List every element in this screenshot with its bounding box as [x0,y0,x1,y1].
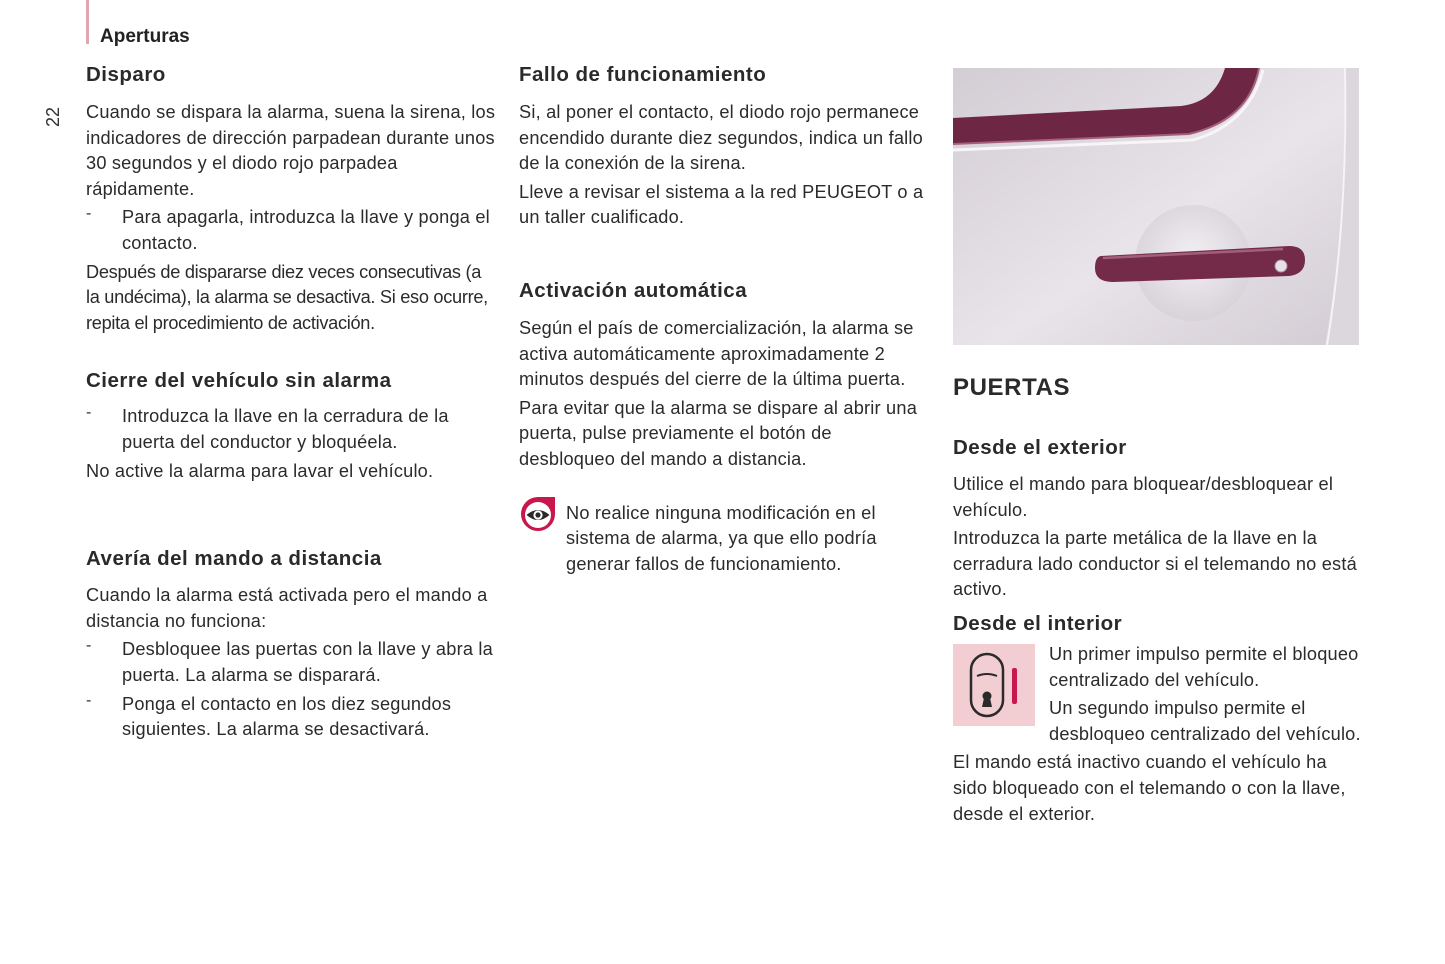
paragraph: Introduzca la parte metálica de la llave en la cerradura lado conductor si el telemando no está activo. [953,528,1357,600]
dash-bullet: - [86,205,92,223]
list-item-text: Introduzca la llave en la cerradura de la puerta del conductor y bloquéela. [122,406,449,452]
column-left [86,63,496,743]
paragraph: Lleve a revisar el sistema a la red PEUGEOT o a un taller cualificado. [519,181,924,228]
paragraph: Si, al poner el contacto, el diodo rojo permanece encendido durante diez segundos, indica un fallo de la conexión de la sirena. [519,102,923,174]
paragraph: Después de dispararse diez veces consecutivas (a la undécima), la alarma se desactiva. Si eso ocurre, repita el procedimiento de activación. [86,261,488,333]
list-item-text: Ponga el contacto en los diez segundos siguientes. La alarma se desactivará. [122,693,452,740]
dash-bullet: - [86,637,92,655]
paragraph: Para evitar que la alarma se dispare al abrir una puerta, pulse previamente el botón de desbloqueo del mando a distancia. [519,397,918,469]
paragraph: Según el país de comercialización, la alarma se activa automáticamente aproximadamente 2 minutos después del cierre de la última puerta. [519,317,914,390]
page-number: 22 [43,106,63,128]
heading-puertas: PUERTAS [953,374,1071,401]
column-right [953,374,1363,827]
heading-averia: Avería del mando a distancia [86,547,382,571]
list-item-text: Para apagarla, introduzca la llave y ponga el contacto. [122,207,490,253]
paragraph: Cuando se dispara la alarma, suena la sirena, los indicadores de dirección parpadean durante unos 30 segundos y el diodo rojo parpadea rápidamente. [86,102,496,199]
list-item [86,205,496,256]
heading-cierre: Cierre del vehículo sin alarma [86,369,392,393]
paragraph: El mando está inactivo cuando el vehículo ha sido bloqueado con el telemando o con la llave, desde el exterior. [953,752,1346,824]
heading-interior: Desde el interior [953,611,1123,635]
list-item [86,637,496,688]
door-handle-photo [953,68,1359,345]
column-middle [519,63,924,577]
paragraph: No active la alarma para lavar el vehículo. [86,460,434,481]
dash-bullet: - [86,691,92,709]
paragraph: Un segundo impulso permite el desbloqueo centralizado del vehículo. [1049,698,1361,744]
warning-text: No realice ninguna modificación en el sistema de alarma, ya que ello podría generar fallos de funcionamiento. [566,502,877,574]
paragraph: Utilice el mando para bloquear/desbloquear el vehículo. [953,474,1334,520]
heading-activacion: Activación automática [519,278,748,302]
list-item-text: Desbloquee las puertas con la llave y abra la puerta. La alarma se disparará. [122,639,493,685]
heading-exterior: Desde el exterior [953,436,1127,459]
heading-disparo: Disparo [86,63,166,86]
warning-note [519,501,924,578]
list-item [86,692,496,743]
paragraph: Cuando la alarma está activada pero el mando a distancia no funciona: [86,585,488,631]
list-item [86,404,496,455]
section-accent-bar [86,0,89,44]
central-lock-icon [953,644,1035,726]
eye-warning-icon [519,495,557,533]
section-title: Aperturas [100,26,190,47]
dash-bullet: - [86,404,92,422]
paragraph: Un primer impulso permite el bloqueo centralizado del vehículo. [1049,643,1359,690]
heading-fallo: Fallo de funcionamiento [519,63,767,86]
central-lock-note [953,642,1363,747]
